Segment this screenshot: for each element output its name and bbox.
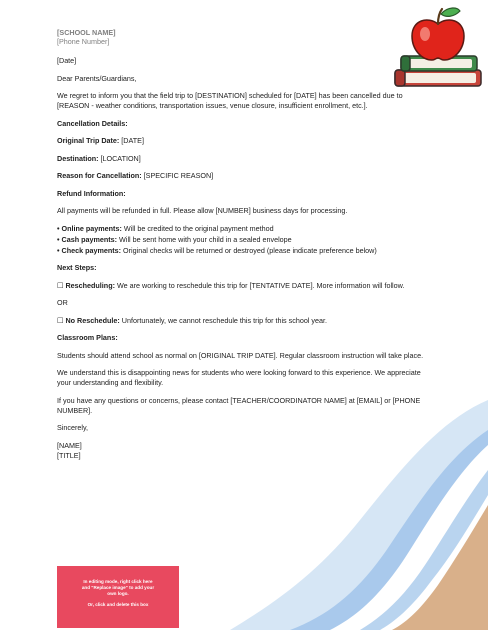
reschedule-label: Rescheduling: (65, 280, 115, 290)
refund-text: All payments will be refunded in full. Please allow [NUMBER] business days for processing. (57, 206, 348, 215)
intro-paragraph: We regret to inform you that the field trip to [DESTINATION] scheduled for [DATE] has been cancelled due to [REASON - weather conditions, transportation issues, venue closure, insufficient enrollment, etc.]. (57, 91, 403, 110)
refund-heading: Refund Information: (57, 188, 126, 198)
bullet-icon: • (57, 234, 60, 244)
reschedule-text: We are working to reschedule this trip for [TENTATIVE DATE]. More information will follow. (114, 280, 405, 290)
no-reschedule-label: No Reschedule: (65, 315, 120, 325)
list-item (57, 224, 432, 234)
refund-item-text: Will be credited to the original payment method (121, 223, 274, 233)
classroom-plans-heading: Classroom Plans: (57, 333, 118, 342)
school-name: [SCHOOL NAME] (57, 28, 116, 37)
cancellation-reason-value: [SPECIFIC REASON] (141, 171, 214, 180)
cancellation-details-heading: Cancellation Details: (57, 118, 128, 128)
contact-paragraph: If you have any questions or concerns, please contact [TEACHER/COORDINATOR NAME] at [EMAIL] or [PHONE NUMBER]. (57, 395, 421, 415)
logo-box-line: Or, click and delete this box (87, 602, 149, 607)
destination-value: [LOCATION] (98, 153, 141, 163)
refund-item-label: Check payments: (61, 245, 122, 255)
signoff: Sincerely, (57, 423, 89, 432)
greeting: Dear Parents/Guardians, (57, 73, 137, 83)
original-trip-date-label: Original Trip Date: (57, 136, 120, 145)
destination-label: Destination: (57, 153, 99, 163)
or-separator: OR (57, 298, 68, 307)
refund-item-text: Will be sent home with your child in a sealed envelope (117, 234, 292, 244)
refund-item-label: Cash payments: (61, 234, 118, 244)
cancellation-reason (57, 171, 432, 181)
checkbox-icon[interactable]: ☐ (57, 315, 64, 325)
destination (57, 154, 432, 164)
reschedule-option (57, 281, 432, 291)
checkbox-icon[interactable]: ☐ (57, 280, 64, 290)
list-item (57, 235, 432, 245)
original-trip-date-value: [DATE] (119, 136, 144, 145)
list-item (57, 246, 432, 256)
letter-body (57, 28, 432, 461)
school-phone: [Phone Number] (57, 37, 110, 46)
original-trip-date (57, 136, 432, 146)
refund-item-text: Original checks will be returned or destroyed (please indicate preference below) (121, 245, 377, 255)
classroom-plans-text: Students should attend school as normal on [ORIGINAL TRIP DATE]. Regular classroom instruction will take place. (57, 350, 424, 360)
signature-name: [NAME] (57, 440, 82, 450)
next-steps-heading: Next Steps: (57, 263, 97, 272)
no-reschedule-text: Unfortunately, we cannot reschedule this trip for this school year. (119, 315, 327, 325)
bullet-icon: • (57, 245, 60, 255)
cancellation-reason-label: Reason for Cancellation: (57, 171, 142, 180)
logo-placeholder-box[interactable] (57, 566, 179, 628)
no-reschedule-option (57, 316, 432, 326)
bullet-icon: • (57, 223, 60, 233)
logo-box-line: In editing mode, right click here (83, 579, 153, 584)
refund-item-label: Online payments: (61, 223, 122, 233)
letter-date: [Date] (57, 56, 77, 65)
logo-box-line: and "Replace image" to add your (81, 585, 155, 590)
closing-paragraph: We understand this is disappointing news for students who were looking forward to this experience. We appreciate your understanding and flexibility. (57, 368, 421, 387)
signature-title: [TITLE] (57, 450, 81, 460)
refund-list (57, 224, 432, 256)
logo-box-line: own logo. (107, 591, 129, 596)
